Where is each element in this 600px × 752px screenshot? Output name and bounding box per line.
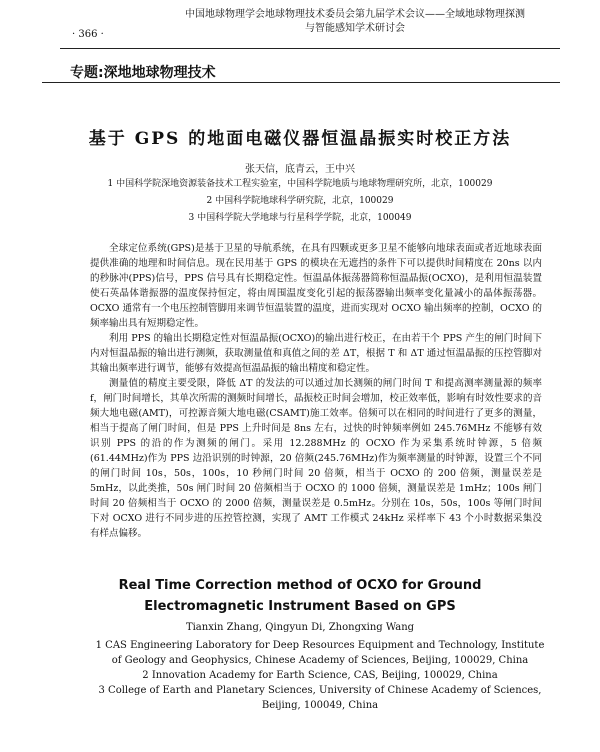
english-authors: Tianxin Zhang, Qingyun Di, Zhongxing Wang <box>185 622 415 633</box>
chinese-affiliation-3: 3 中国科学院大学地球与行星科学学院，北京，100049 <box>188 213 412 223</box>
chinese-authors: 张天信，底青云，王中兴 <box>245 164 355 175</box>
english-affiliation-2: 2 Innovation Academy for Earth Science, CAS, Beijing, 100029, China <box>142 670 498 681</box>
english-title <box>0 575 600 617</box>
chinese-title: 基于 GPS 的地面电磁仪器恒温晶振实时校正方法 <box>88 129 512 149</box>
abstract-paragraph-2: 利用 PPS 的输出长期稳定性对恒温晶振(OCXO)的输出进行校正，在由若干个 PPS 产生的闸门时间下内对恒温晶振的输出进行测频，获取测量值和真值之间的差 ΔT，根据 T 和 ΔT 通过恒温晶振的压控管脚对其输出频率进行调节，能够有效提高恒温晶振的输出精度和稳定性。 <box>90 333 542 374</box>
chinese-affiliation-1: 1 中国科学院深地资源装备技术工程实验室，中国科学院地质与地球物理研究所，北京，100029 <box>107 179 493 189</box>
section-divider <box>42 82 560 83</box>
page-number: · 366 · <box>72 29 104 40</box>
english-affiliations <box>90 638 550 713</box>
chinese-affiliation-2: 2 中国科学院地球科学研究院，北京，100029 <box>206 196 394 206</box>
english-title-line-2: Electromagnetic Instrument Based on GPS <box>144 599 456 614</box>
chinese-affiliations <box>0 176 600 227</box>
english-title-line-1: Real Time Correction method of OCXO for Ground <box>118 578 482 593</box>
chinese-abstract <box>90 241 542 541</box>
conference-title <box>150 8 560 36</box>
abstract-paragraph-1: 全球定位系统(GPS)是基于卫星的导航系统，在具有四颗或更多卫星不能够向地球表面或者近地球表面提供准确的地理和时间信息。现在民用基于 GPS 的模块在无遮挡的条件下可以提供时间精度在 20ns 以内的秒脉冲(PPS)信号，PPS 信号具有长期稳定性。恒温晶体振荡器简称恒温晶振(OCXO)，是利用恒温装置使石英晶体谐振器的温度保持恒定，将由周围温度变化引起的振荡器输出频率变化量减小的晶体振荡器。OCXO 通常有一个电压控制管脚用来调节恒温装置的温度，进而实现对 OCXO 输出频率的控制，OCXO 的频率输出具有短期稳定性。 <box>90 243 542 329</box>
running-header <box>60 8 560 49</box>
abstract-paragraph-3: 测量值的精度主要受限，降低 ΔT 的发法的可以通过加长测频的闸门时间 T 和提高测率测量源的频率f，闸门时间增长，其单次所需的测频时间增长，晶振校正时间会增加，校正效率低，影响有时效性要求的音频大地电磁(AMT)，可控源音频大地电磁(CSAMT)施工效率。倍频可以在相同的时间进行了更多的测量，相当于提高了闸门时间，但是 PPS 上升时间是 8ns 左右，过快的时钟频率例如 245.76MHz 不能够有效识别 PPS 的沿的作为测频的闸门。采用 12.288MHz 的 OCXO 作为采集系统时钟源，5 倍频(61.44MHz)作为 PPS 边沿识别的时钟源，20 倍频(245.76MHz)作为频率测量的时钟源，设置三个不同的闸门时间 10s，50s，100s，10 秒闸门时间 20 倍频，相当于 OCXO 的 200 倍频，测量误差是 5mHz，以此类推，50s 闸门时间 20 倍频相当于 OCXO 的 1000 倍频，测量误差是 1mHz；100s 闸门时间 20 倍频相当于 OCXO 的 2000 倍频，测量误差是 0.5mHz。分别在 10s，50s，100s 等闸门时间下对 OCXO 进行不同步进的压控管控测，实现了 AMT 工作模式 24kHz 采样率下 43 个小时数据采集没有样点偏移。 <box>90 378 542 539</box>
english-affiliation-1: 1 CAS Engineering Laboratory for Deep Resources Equipment and Technology, Institute of Geology and Geophysics, Chinese Academy of Sciences, Beijing, 100029, China <box>95 640 545 666</box>
conference-title-line-2: 与智能感知学术研讨会 <box>305 23 405 34</box>
section-title: 专题:深地地球物理技术 <box>70 65 216 81</box>
conference-title-line-1: 中国地球物理学会地球物理技术委员会第九届学术会议——全域地球物理探测 <box>185 9 525 20</box>
english-affiliation-3: 3 College of Earth and Planetary Sciences, University of Chinese Academy of Sciences, Beijing, 100049, China <box>98 685 542 711</box>
